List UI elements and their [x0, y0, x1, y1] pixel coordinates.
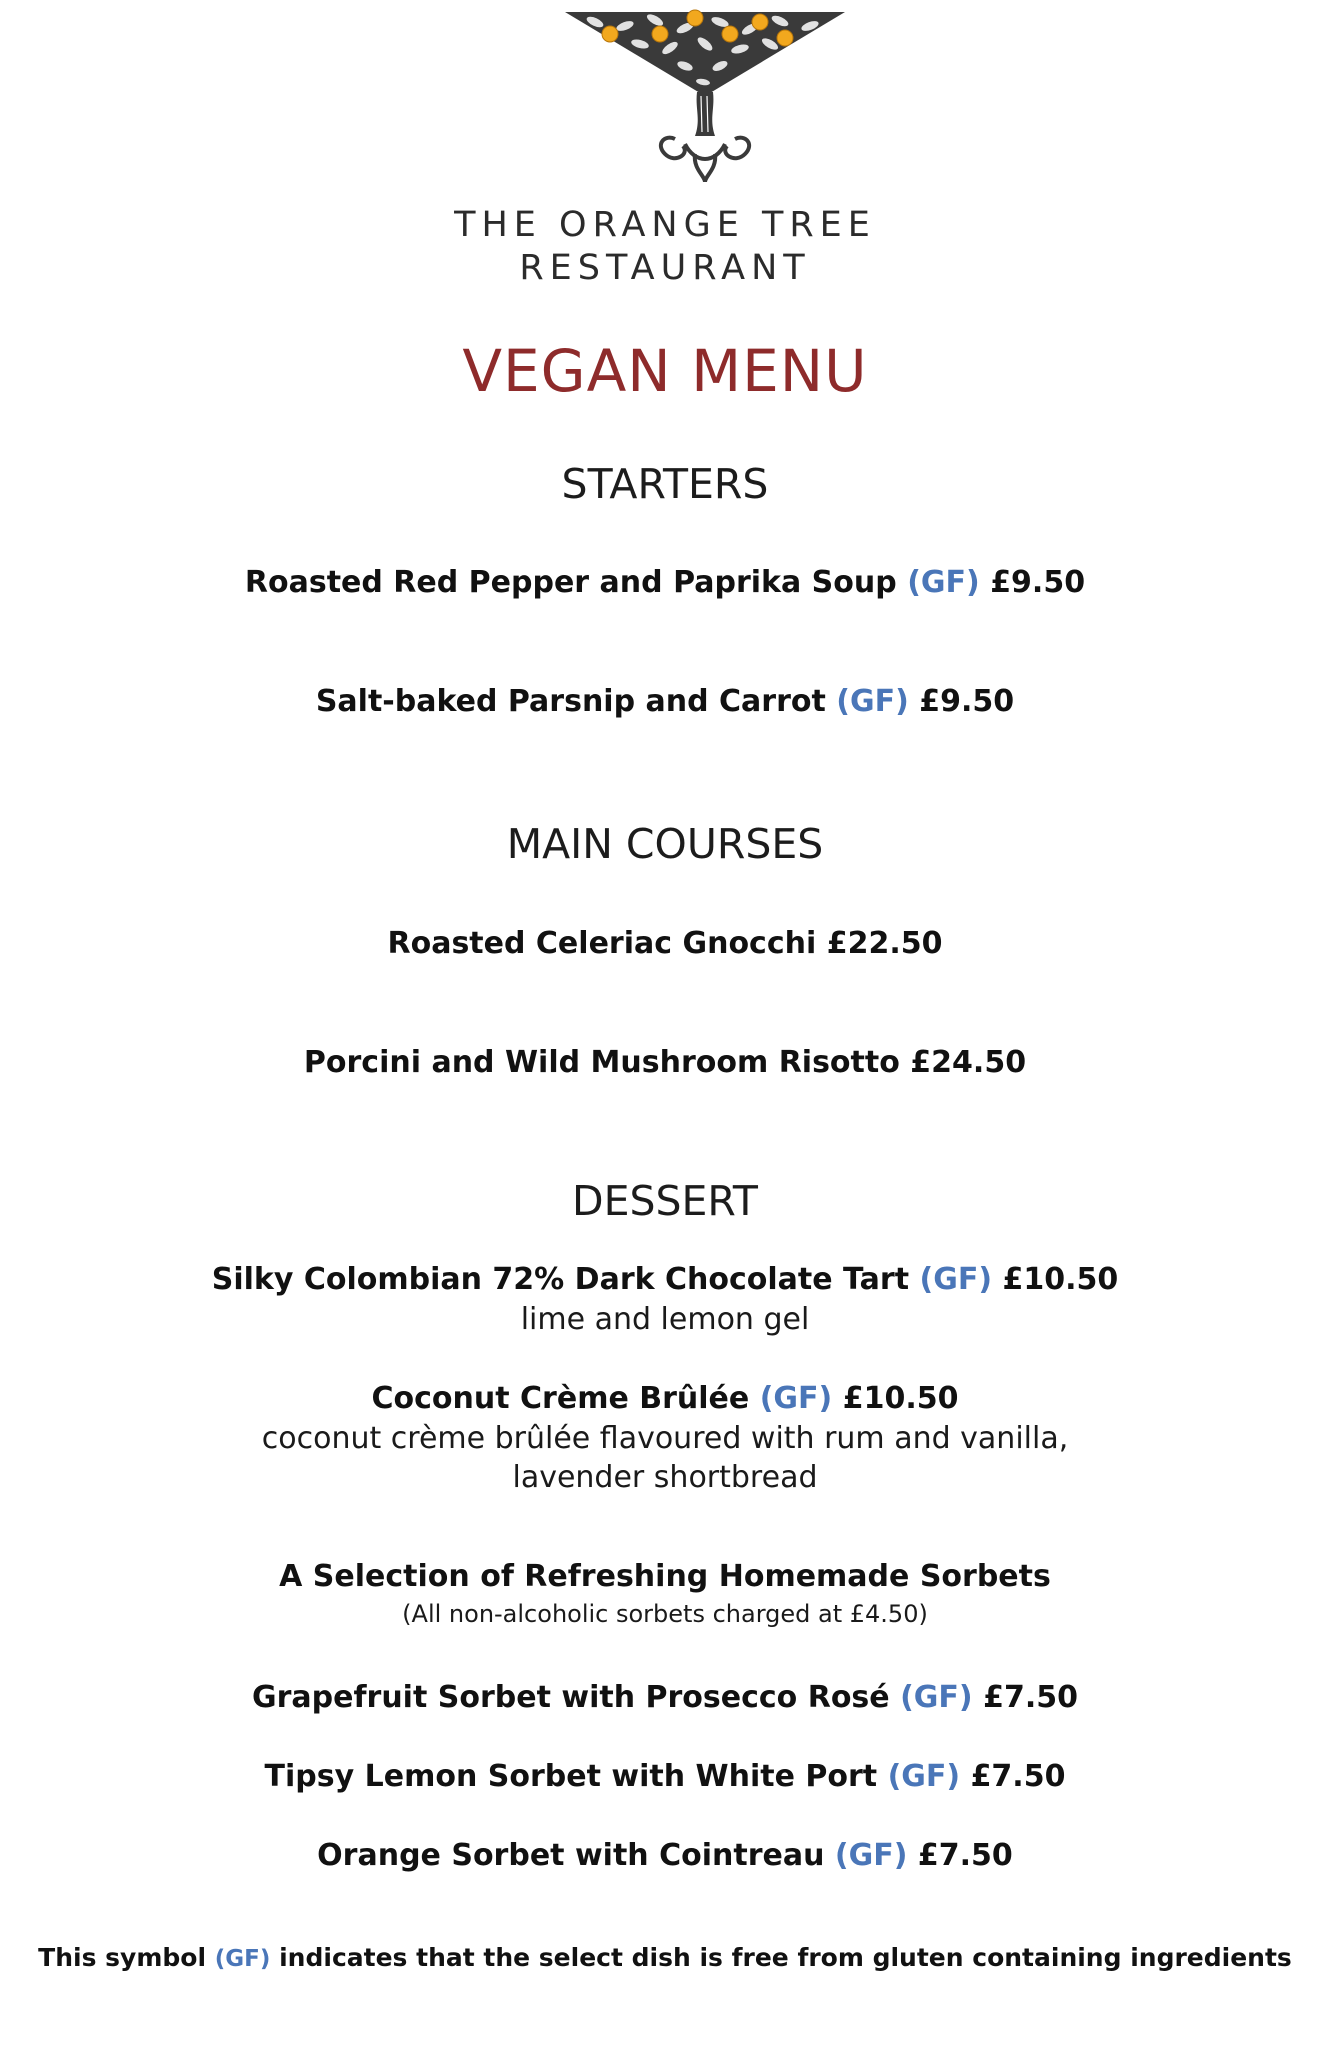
menu-item: [0, 1680, 1330, 1715]
item-description: lavender shortbread: [512, 1460, 818, 1495]
menu-item: [0, 565, 1330, 600]
restaurant-name-line-1: THE ORANGE TREE: [454, 205, 876, 245]
item-name: Porcini and Wild Mushroom Risotto: [303, 1045, 900, 1080]
item-price: £10.50: [1002, 1262, 1119, 1297]
item-price: £22.50: [826, 926, 943, 961]
menu-item: [0, 1045, 1330, 1080]
section-heading-dessert: DESSERT: [572, 1177, 758, 1225]
menu-item: [0, 926, 1330, 961]
section-heading-starters: STARTERS: [561, 460, 769, 508]
gf-legend: [0, 1943, 1330, 1972]
gf-legend-prefix: This symbol: [38, 1943, 207, 1972]
item-name: Silky Colombian 72% Dark Chocolate Tart: [211, 1262, 910, 1297]
gf-tag: (GF): [900, 1680, 973, 1715]
menu-item: [0, 1838, 1330, 1873]
menu-item: [0, 1381, 1330, 1416]
item-price: £7.50: [917, 1838, 1013, 1873]
item-price: £24.50: [910, 1045, 1027, 1080]
section-heading-mains: MAIN COURSES: [506, 820, 824, 868]
orange-tree-logo-icon: [555, 4, 855, 184]
gf-tag: (GF): [759, 1381, 833, 1416]
item-price: £7.50: [970, 1759, 1066, 1794]
gf-tag: (GF): [836, 684, 909, 719]
sorbets-note: (All non-alcoholic sorbets charged at £4.50): [402, 1600, 928, 1628]
gf-tag: (GF): [907, 565, 980, 600]
item-name: Salt-baked Parsnip and Carrot: [315, 684, 826, 719]
item-name: Coconut Crème Brûlée: [371, 1381, 750, 1416]
gf-tag: (GF): [214, 1946, 271, 1972]
gf-legend-text: indicates that the select dish is free from gluten containing ingredients: [279, 1943, 1292, 1972]
restaurant-name-line-2: RESTAURANT: [519, 248, 811, 288]
item-price: £10.50: [842, 1381, 959, 1416]
item-price: £9.50: [990, 565, 1086, 600]
gf-tag: (GF): [887, 1759, 961, 1794]
item-name: Grapefruit Sorbet with Prosecco Rosé: [251, 1680, 890, 1715]
item-description: lime and lemon gel: [520, 1302, 810, 1337]
menu-item: [0, 1759, 1330, 1794]
menu-item: [0, 1262, 1330, 1297]
gf-tag: (GF): [834, 1838, 908, 1873]
item-name: Roasted Celeriac Gnocchi: [387, 926, 817, 961]
menu-item: [0, 684, 1330, 719]
menu-title: VEGAN MENU: [462, 337, 868, 405]
item-name: Roasted Red Pepper and Paprika Soup: [244, 565, 897, 600]
gf-tag: (GF): [919, 1262, 993, 1297]
sorbets-heading: A Selection of Refreshing Homemade Sorbets: [279, 1559, 1051, 1594]
item-name: Orange Sorbet with Cointreau: [317, 1838, 825, 1873]
item-description: coconut crème brûlée flavoured with rum and vanilla,: [261, 1421, 1069, 1456]
item-price: £7.50: [983, 1680, 1078, 1715]
item-name: Tipsy Lemon Sorbet with White Port: [264, 1759, 878, 1794]
item-price: £9.50: [919, 684, 1015, 719]
